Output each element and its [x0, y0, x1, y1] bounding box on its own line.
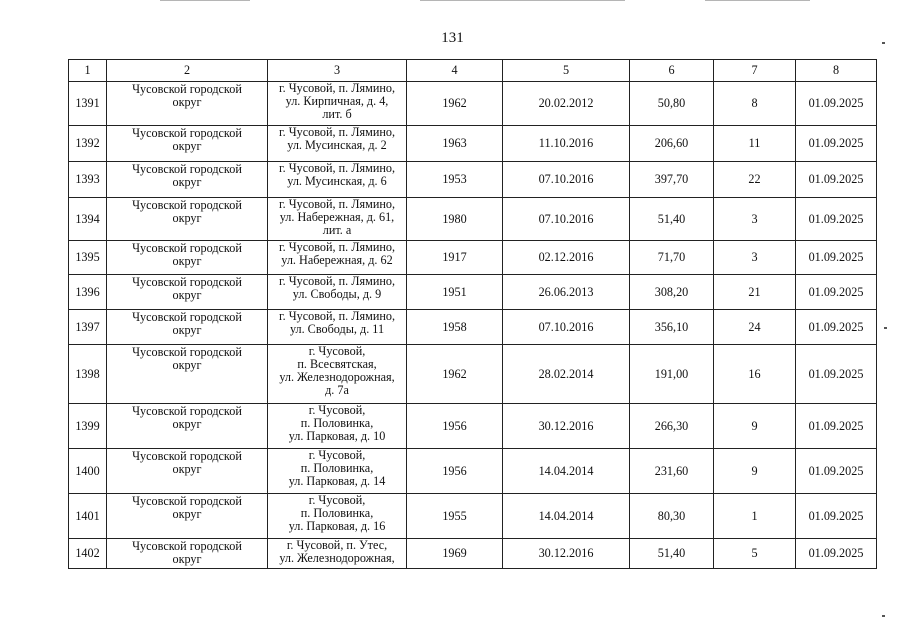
address-cell: г. Чусовой, п. Всесвятская, ул. Железнодорожная, д. 7а — [268, 345, 407, 404]
address-cell: г. Чусовой, п. Лямино, ул. Свободы, д. 9 — [268, 275, 407, 310]
column-header: 1 — [69, 60, 107, 82]
region-cell: Чусовской городской округ — [107, 494, 268, 539]
row-number: 1402 — [69, 539, 107, 569]
region-cell: Чусовской городской округ — [107, 82, 268, 126]
count-cell: 1 — [714, 494, 796, 539]
count-cell: 9 — [714, 404, 796, 449]
year-cell: 1962 — [407, 345, 503, 404]
table-row — [69, 82, 877, 126]
year-cell: 1951 — [407, 275, 503, 310]
deadline-cell: 01.09.2025 — [796, 198, 877, 241]
year-cell: 1963 — [407, 126, 503, 162]
area-cell: 50,80 — [630, 82, 714, 126]
year-cell: 1917 — [407, 241, 503, 275]
count-cell: 11 — [714, 126, 796, 162]
area-cell: 51,40 — [630, 539, 714, 569]
deadline-cell: 01.09.2025 — [796, 345, 877, 404]
scan-speck-bottom — [882, 615, 885, 617]
deadline-cell: 01.09.2025 — [796, 126, 877, 162]
year-cell: 1956 — [407, 404, 503, 449]
count-cell: 5 — [714, 539, 796, 569]
area-cell: 51,40 — [630, 198, 714, 241]
date-cell: 11.10.2016 — [503, 126, 630, 162]
column-header: 6 — [630, 60, 714, 82]
deadline-cell: 01.09.2025 — [796, 449, 877, 494]
address-cell: г. Чусовой, п. Лямино, ул. Мусинская, д. 6 — [268, 162, 407, 198]
count-cell: 16 — [714, 345, 796, 404]
date-cell: 07.10.2016 — [503, 198, 630, 241]
date-cell: 07.10.2016 — [503, 162, 630, 198]
area-cell: 231,60 — [630, 449, 714, 494]
area-cell: 308,20 — [630, 275, 714, 310]
address-cell: г. Чусовой, п. Лямино, ул. Набережная, д. 61, лит. а — [268, 198, 407, 241]
deadline-cell: 01.09.2025 — [796, 162, 877, 198]
deadline-cell: 01.09.2025 — [796, 404, 877, 449]
row-number: 1395 — [69, 241, 107, 275]
deadline-cell: 01.09.2025 — [796, 275, 877, 310]
row-number: 1397 — [69, 310, 107, 345]
deadline-cell: 01.09.2025 — [796, 310, 877, 345]
top-rule-left — [160, 0, 250, 1]
table-row — [69, 126, 877, 162]
deadline-cell: 01.09.2025 — [796, 241, 877, 275]
table-row — [69, 198, 877, 241]
region-cell: Чусовской городской округ — [107, 241, 268, 275]
year-cell: 1956 — [407, 449, 503, 494]
page-number: 131 — [441, 30, 464, 46]
year-cell: 1969 — [407, 539, 503, 569]
area-cell: 206,60 — [630, 126, 714, 162]
year-cell: 1962 — [407, 82, 503, 126]
count-cell: 8 — [714, 82, 796, 126]
region-cell: Чусовской городской округ — [107, 404, 268, 449]
table-row — [69, 539, 877, 569]
area-cell: 80,30 — [630, 494, 714, 539]
column-header: 5 — [503, 60, 630, 82]
area-cell: 397,70 — [630, 162, 714, 198]
header-row — [69, 60, 877, 82]
area-cell: 191,00 — [630, 345, 714, 404]
column-header: 3 — [268, 60, 407, 82]
table-row — [69, 275, 877, 310]
address-cell: г. Чусовой, п. Половинка, ул. Парковая, д. 16 — [268, 494, 407, 539]
table-row — [69, 310, 877, 345]
scan-speck-top — [882, 42, 885, 44]
row-number: 1400 — [69, 449, 107, 494]
deadline-cell: 01.09.2025 — [796, 494, 877, 539]
date-cell: 30.12.2016 — [503, 539, 630, 569]
table-row — [69, 494, 877, 539]
address-cell: г. Чусовой, п. Лямино, ул. Мусинская, д. 2 — [268, 126, 407, 162]
count-cell: 3 — [714, 198, 796, 241]
area-cell: 71,70 — [630, 241, 714, 275]
date-cell: 14.04.2014 — [503, 449, 630, 494]
year-cell: 1955 — [407, 494, 503, 539]
address-cell: г. Чусовой, п. Половинка, ул. Парковая, д. 10 — [268, 404, 407, 449]
region-cell: Чусовской городской округ — [107, 310, 268, 345]
count-cell: 24 — [714, 310, 796, 345]
address-cell: г. Чусовой, п. Лямино, ул. Набережная, д. 62 — [268, 241, 407, 275]
region-cell: Чусовской городской округ — [107, 198, 268, 241]
address-cell: г. Чусовой, п. Половинка, ул. Парковая, д. 14 — [268, 449, 407, 494]
table-row — [69, 345, 877, 404]
date-cell: 28.02.2014 — [503, 345, 630, 404]
column-header: 8 — [796, 60, 877, 82]
date-cell: 02.12.2016 — [503, 241, 630, 275]
date-cell: 14.04.2014 — [503, 494, 630, 539]
table-row — [69, 404, 877, 449]
region-cell: Чусовской городской округ — [107, 449, 268, 494]
table-row — [69, 449, 877, 494]
year-cell: 1958 — [407, 310, 503, 345]
top-rule-right — [705, 0, 810, 1]
date-cell: 30.12.2016 — [503, 404, 630, 449]
date-cell: 20.02.2012 — [503, 82, 630, 126]
row-number: 1401 — [69, 494, 107, 539]
row-number: 1391 — [69, 82, 107, 126]
region-cell: Чусовской городской округ — [107, 539, 268, 569]
address-cell: г. Чусовой, п. Лямино, ул. Кирпичная, д. 4, лит. б — [268, 82, 407, 126]
table-row — [69, 162, 877, 198]
row-number: 1393 — [69, 162, 107, 198]
top-rule-center — [420, 0, 625, 1]
row-number: 1394 — [69, 198, 107, 241]
date-cell: 26.06.2013 — [503, 275, 630, 310]
count-cell: 3 — [714, 241, 796, 275]
row-number: 1399 — [69, 404, 107, 449]
column-header: 7 — [714, 60, 796, 82]
region-cell: Чусовской городской округ — [107, 345, 268, 404]
table-row — [69, 241, 877, 275]
column-header: 4 — [407, 60, 503, 82]
deadline-cell: 01.09.2025 — [796, 82, 877, 126]
registry-table — [68, 59, 877, 569]
region-cell: Чусовской городской округ — [107, 162, 268, 198]
area-cell: 356,10 — [630, 310, 714, 345]
count-cell: 21 — [714, 275, 796, 310]
region-cell: Чусовской городской округ — [107, 275, 268, 310]
column-header: 2 — [107, 60, 268, 82]
date-cell: 07.10.2016 — [503, 310, 630, 345]
year-cell: 1953 — [407, 162, 503, 198]
address-cell: г. Чусовой, п. Утес, ул. Железнодорожная, — [268, 539, 407, 569]
count-cell: 9 — [714, 449, 796, 494]
row-number: 1392 — [69, 126, 107, 162]
row-number: 1398 — [69, 345, 107, 404]
region-cell: Чусовской городской округ — [107, 126, 268, 162]
count-cell: 22 — [714, 162, 796, 198]
deadline-cell: 01.09.2025 — [796, 539, 877, 569]
area-cell: 266,30 — [630, 404, 714, 449]
year-cell: 1980 — [407, 198, 503, 241]
address-cell: г. Чусовой, п. Лямино, ул. Свободы, д. 11 — [268, 310, 407, 345]
row-number: 1396 — [69, 275, 107, 310]
scan-speck-middle — [884, 327, 887, 329]
